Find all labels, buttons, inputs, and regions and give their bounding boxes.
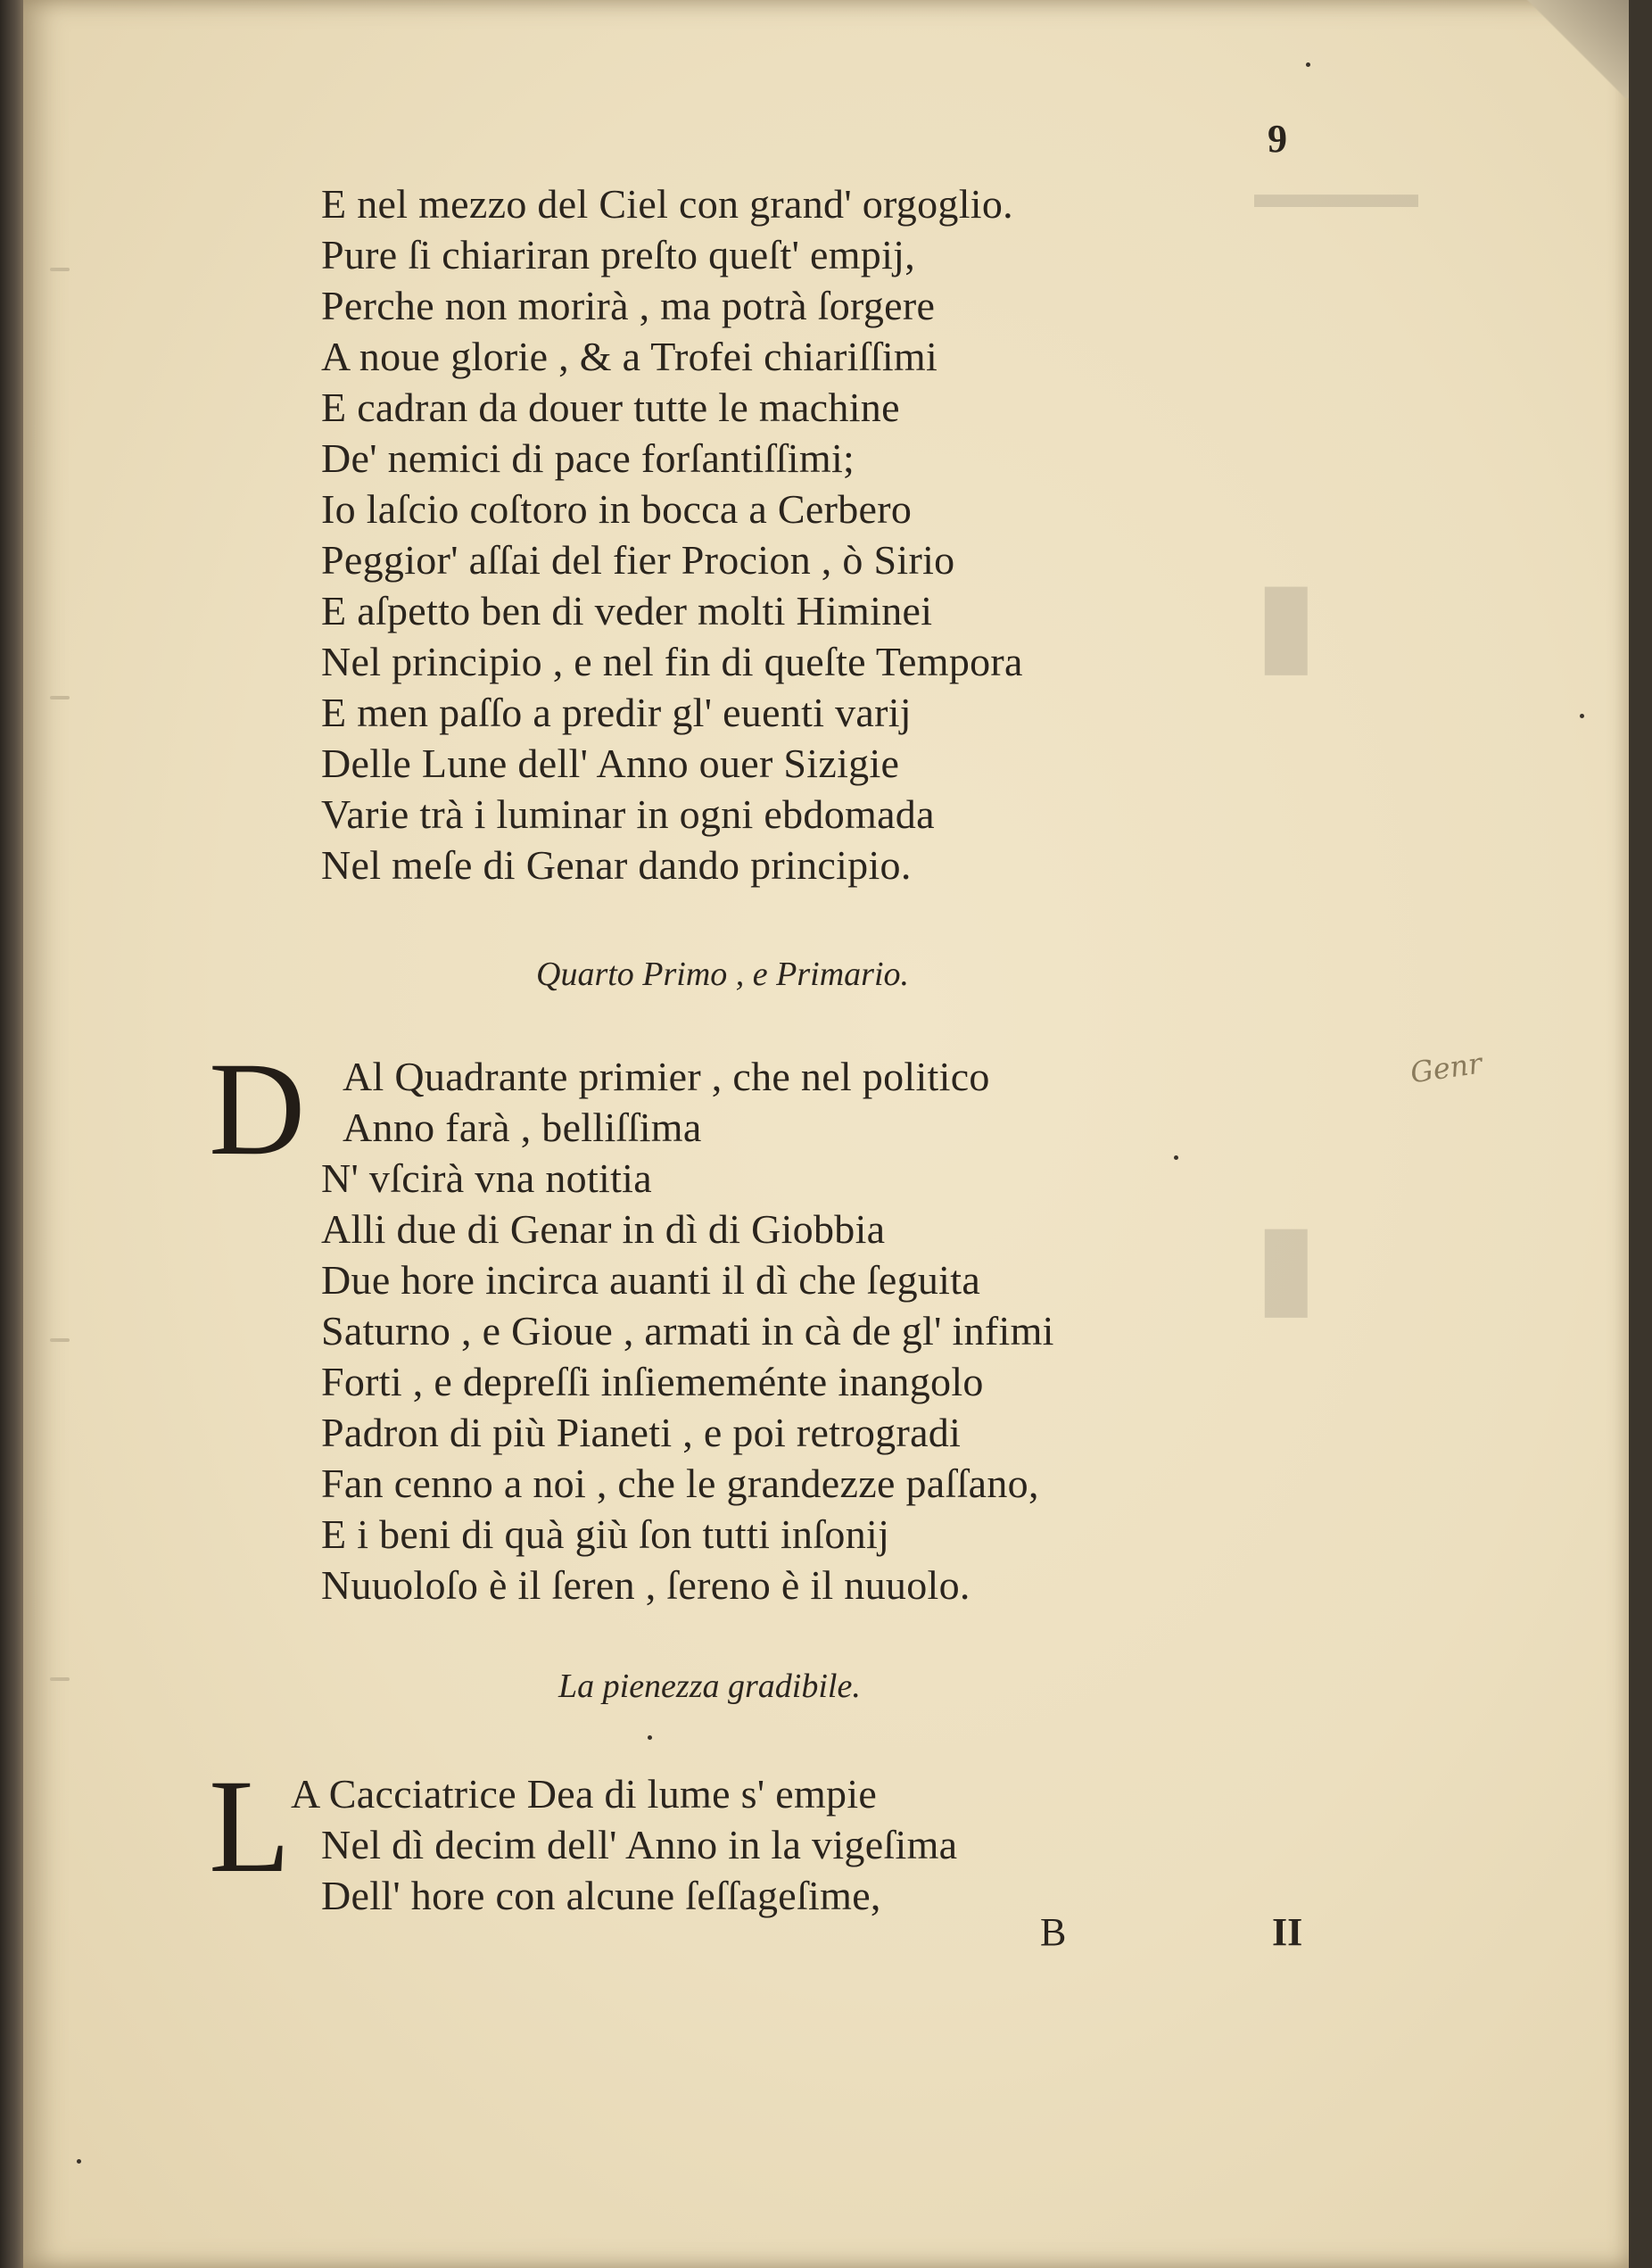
- verse-line: A Cacciatrice Dea di lume s' empie: [291, 1771, 878, 1817]
- verse-line: E i beni di quà giù ſon tutti inſonij: [321, 1511, 890, 1557]
- paper-speck: [648, 1735, 652, 1740]
- drop-cap-initial: D: [209, 1035, 306, 1183]
- verse-line: E aſpetto ben di veder molti Himinei: [321, 588, 933, 633]
- signature-letter: B: [1040, 1910, 1067, 1954]
- paper-speck: [1306, 62, 1310, 67]
- verse-line: Dell' hore con alcune ſeſſageſime,: [321, 1873, 881, 1918]
- verse-line: Due hore incirca auanti il dì che ſeguita: [321, 1257, 981, 1303]
- verse-line: De' nemici di pace forſantiſſimi;: [321, 435, 855, 481]
- binding-stitch: [50, 268, 70, 271]
- verse-line: Pure ſi chiariran preſto queſt' empij,: [321, 232, 916, 277]
- binding-stitch: [50, 696, 70, 699]
- verse-line: Peggior' aſſai del fier Procion , ò Sirio: [321, 537, 955, 583]
- binding-stitch: [50, 1338, 70, 1342]
- verse-line: A noue glorie , & a Trofei chiariſſimi: [321, 334, 938, 379]
- verse-line: Anno farà , belliſſima: [343, 1105, 702, 1150]
- verse-line: E nel mezzo del Ciel con grand' orgoglio.: [321, 181, 1013, 227]
- verse-line: Nel meſe di Genar dando principio.: [321, 842, 912, 888]
- page-number: 9: [1268, 117, 1287, 161]
- paper-speck: [1580, 714, 1584, 718]
- verse-line: Nel dì decim dell' Anno in la vigeſima: [321, 1822, 958, 1867]
- binding-stitch: [50, 1677, 70, 1681]
- show-through-shadow: ▮: [1254, 1201, 1318, 1329]
- drop-cap-initial: L: [209, 1752, 291, 1900]
- verse-line: Forti , e depreſſi inſiememénte inangolo: [321, 1359, 984, 1404]
- handwritten-margin-note: Genr: [1408, 1046, 1484, 1090]
- show-through-shadow: ▬▬▬▬: [1254, 170, 1418, 216]
- verse-line: Alli due di Genar in dì di Giobbia: [321, 1206, 886, 1252]
- paper-speck: [1174, 1155, 1178, 1160]
- verse-line: N' vſcirà vna notitia: [321, 1155, 652, 1201]
- verse-line: Al Quadrante primier , che nel politico: [343, 1054, 990, 1099]
- section-heading: La pienezza gradibile.: [558, 1668, 861, 1705]
- verse-line: Nel principio , e nel fin di queſte Tempora: [321, 639, 1023, 684]
- verse-line: Perche non morirà , ma potrà ſorgere: [321, 283, 936, 328]
- section-heading: Quarto Primo , e Primario.: [536, 956, 909, 993]
- verse-line: Padron di più Pianeti , e poi retrogradi: [321, 1410, 962, 1455]
- show-through-shadow: ▮: [1254, 559, 1318, 687]
- book-page: [23, 0, 1629, 2268]
- verse-line: E men paſſo a predir gl' euenti varij: [321, 690, 912, 735]
- verse-line: Io laſcio coſtoro in bocca a Cerbero: [321, 486, 913, 532]
- verse-line: Nuuoloſo è il ſeren , ſereno è il nuuolo.: [321, 1562, 971, 1608]
- paper-speck: [77, 2159, 81, 2164]
- verse-line: Varie trà i luminar in ogni ebdomada: [321, 791, 935, 837]
- catchword: II: [1272, 1910, 1303, 1954]
- verse-line: Delle Lune dell' Anno ouer Sizigie: [321, 741, 900, 786]
- verse-line: Saturno , e Gioue , armati in cà de gl' infimi: [321, 1308, 1054, 1353]
- verse-line: Fan cenno a noi , che le grandezze paſſano,: [321, 1461, 1039, 1506]
- verse-line: E cadran da douer tutte le machine: [321, 385, 900, 430]
- torn-page-corner: [1504, 0, 1629, 98]
